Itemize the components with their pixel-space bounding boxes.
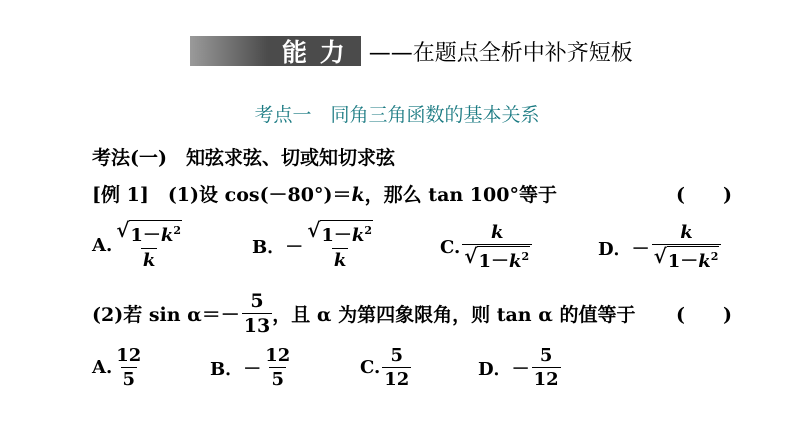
example2-answer-paren: ( ) xyxy=(676,304,732,326)
fraction-numerator: k xyxy=(680,222,693,243)
fraction-denominator: 5 xyxy=(122,369,136,390)
fraction-numerator xyxy=(305,220,375,248)
fraction xyxy=(532,345,561,390)
fraction-denominator: 12 xyxy=(384,369,410,390)
option-label: C. xyxy=(440,237,461,258)
example2-option-a xyxy=(92,345,143,390)
example1-var: k xyxy=(351,184,365,206)
fraction xyxy=(652,222,722,273)
fraction xyxy=(382,345,411,390)
fraction xyxy=(114,345,143,390)
option-label: C. xyxy=(360,357,381,378)
fraction-numerator: 5 xyxy=(539,345,553,366)
example1-question xyxy=(92,180,732,207)
fraction-numerator xyxy=(114,220,184,248)
option-label: D．－ xyxy=(478,358,530,380)
option-label: A. xyxy=(92,357,113,378)
example1-answer-paren: ( ) xyxy=(676,184,732,206)
banner-subtitle: ——在题点全析中补齐短板 xyxy=(368,40,633,66)
example1-option-b xyxy=(252,220,375,271)
example1-option-c xyxy=(440,222,532,273)
option-label: B．－ xyxy=(252,236,304,258)
fraction-denominator xyxy=(652,244,722,273)
sqrt: √ $1-k^2$ xyxy=(116,218,182,246)
fraction xyxy=(114,220,184,271)
fraction-denominator: k xyxy=(333,250,347,271)
fraction xyxy=(242,290,272,337)
example1-option-a xyxy=(92,220,184,271)
fraction-denominator: k xyxy=(142,250,156,271)
example2-prefix: (2)若 sin α＝－ xyxy=(92,304,240,326)
fraction xyxy=(263,345,292,390)
sqrt: √ $1-k^2$ xyxy=(464,244,530,272)
banner-decor-bar xyxy=(190,36,268,66)
example2-option-d xyxy=(478,345,561,390)
fraction-denominator xyxy=(462,244,532,273)
fraction-numerator: 12 xyxy=(265,345,291,366)
method-title: 考法(一) 知弦求弦、切或知切求弦 xyxy=(92,147,395,169)
fraction-numerator: 5 xyxy=(250,290,264,312)
example1-suffix: ，那么 tan 100°等于 xyxy=(364,184,557,206)
fraction-denominator: 13 xyxy=(243,315,271,337)
example2-suffix: ，且 α 为第四象限角，则 tan α 的值等于 xyxy=(272,304,636,326)
lesson-banner xyxy=(190,34,633,68)
option-label: A. xyxy=(92,235,113,256)
fraction-numerator: k xyxy=(490,222,504,243)
sqrt: √ $1-k^2$ xyxy=(307,218,373,246)
section-title: 考点一 同角三角函数的基本关系 xyxy=(254,104,540,126)
fraction-numerator: 5 xyxy=(390,345,404,366)
example2-option-c xyxy=(360,345,411,390)
fraction-denominator: 12 xyxy=(533,369,559,390)
fraction-numerator: 12 xyxy=(116,345,142,366)
example1-option-d xyxy=(598,222,721,273)
sqrt: √ $1-k^2$ xyxy=(653,244,719,272)
fraction-denominator: 5 xyxy=(271,369,285,390)
example2-question xyxy=(92,290,732,337)
fraction xyxy=(462,222,532,273)
option-label: D．－ xyxy=(598,238,650,260)
option-label: B．－ xyxy=(210,358,262,380)
banner-tag: 能 力 xyxy=(268,36,361,66)
example2-option-b xyxy=(210,345,292,390)
example1-prefix: [例 1] (1)设 cos(－80°)＝ xyxy=(92,184,352,206)
fraction xyxy=(305,220,375,271)
